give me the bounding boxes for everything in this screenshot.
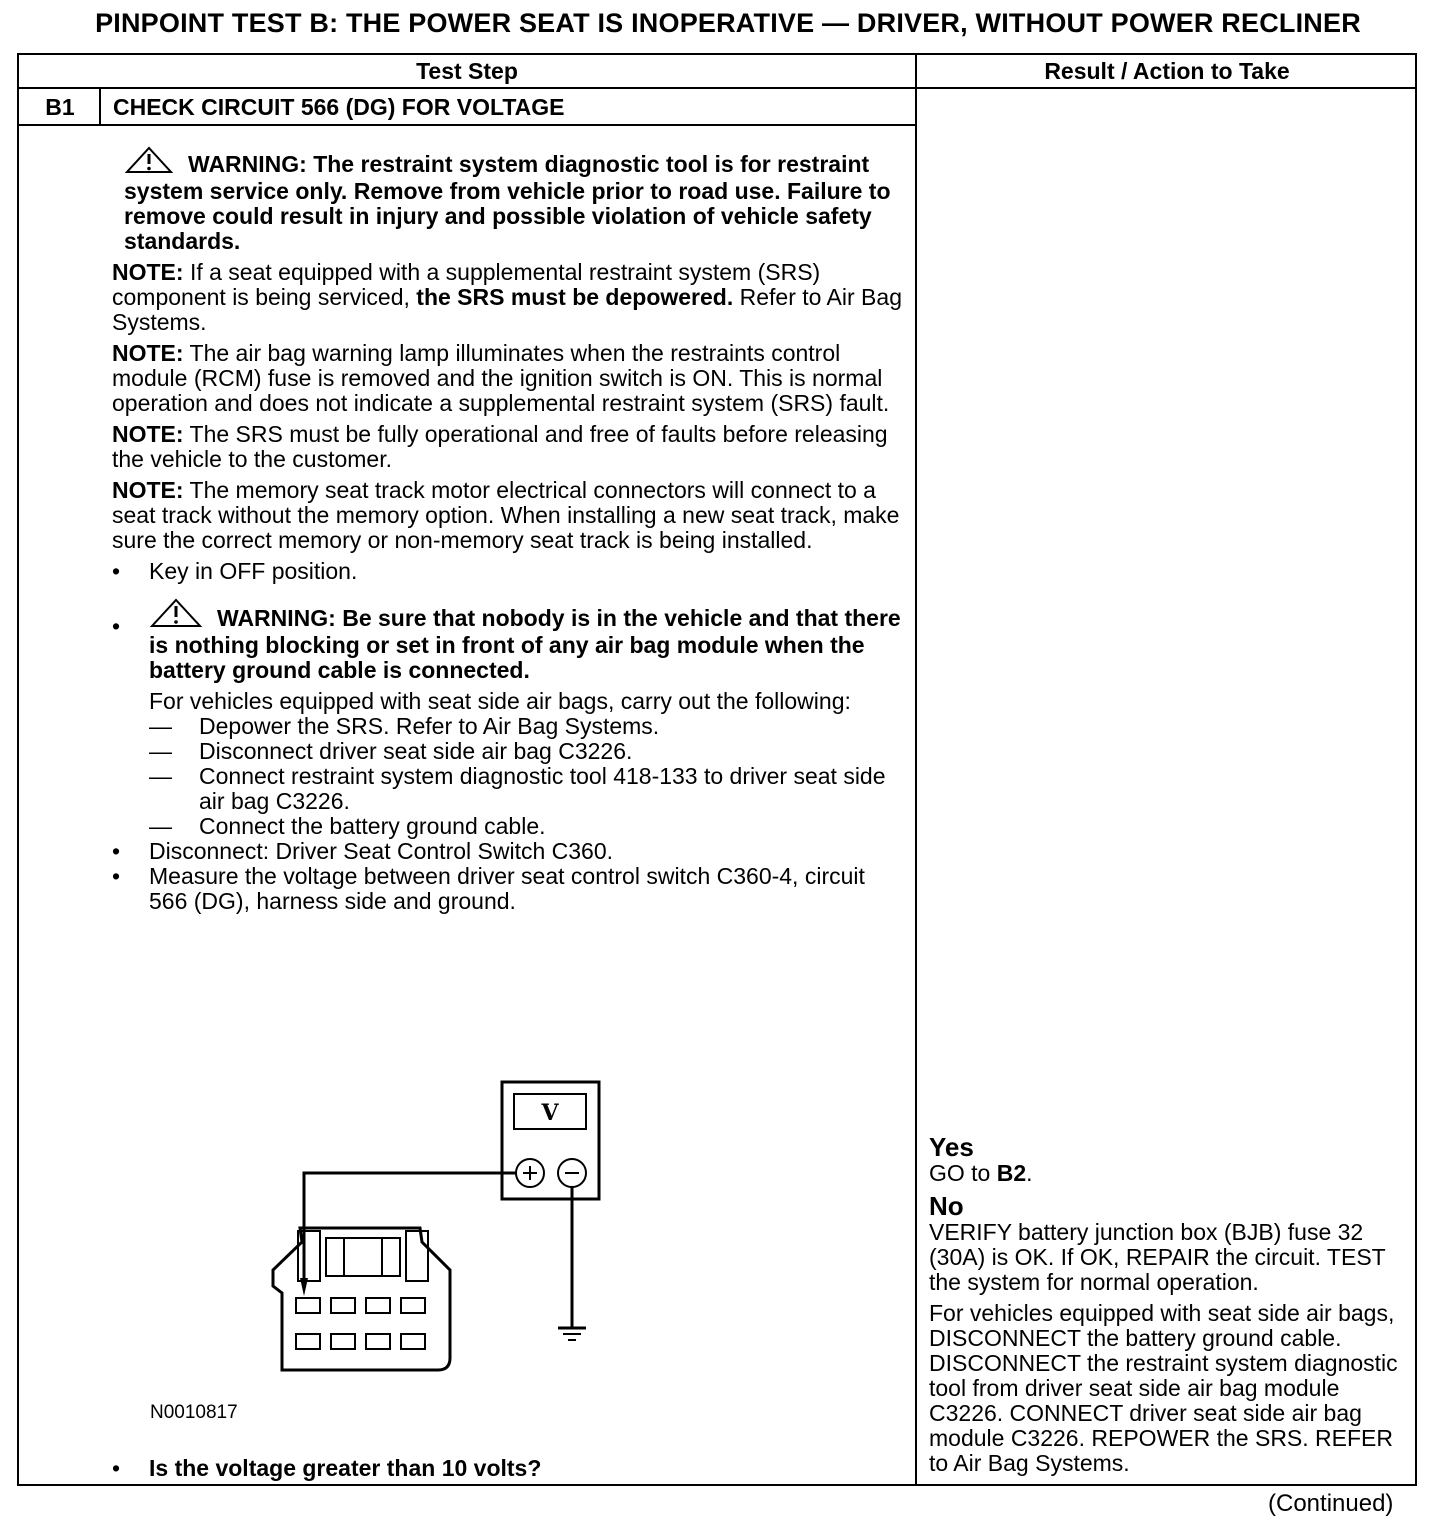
step-id: B1	[45, 94, 75, 120]
step-bullets	[112, 559, 902, 839]
header-divider	[17, 87, 1417, 89]
ground-icon	[558, 1328, 586, 1340]
step-title: CHECK CIRCUIT 566 (DG) FOR VOLTAGE	[113, 94, 565, 120]
connector-c360-icon	[273, 1228, 450, 1370]
result-yes-label: Yes	[929, 1132, 974, 1162]
result-no-text-2: For vehicles equipped with seat side air bags, DISCONNECT the battery ground cable. DISCONNECT the restraint system diagnostic tool from driver seat side air bag module C3226. CONNECT driver seat side air bag module C3226. REPOWER the SRS. REFER to Air Bag Systems.	[929, 1300, 1398, 1476]
list-item: • Disconnect: Driver Seat Control Switch C360.	[112, 838, 614, 864]
step-bullets-2	[112, 839, 902, 914]
result-action	[929, 1133, 1417, 1482]
header-test-step: Test Step	[416, 58, 518, 84]
voltmeter-connector-diagram	[260, 1078, 620, 1383]
list-item: — Connect the battery ground cable.	[149, 813, 546, 839]
continued-label: (Continued)	[1268, 1490, 1394, 1517]
note-air-bag-lamp: NOTE: The air bag warning lamp illuminates when the restraints control module (RCM) fuse is removed and the ignition switch is ON. This is normal operation and does not indicate a supplemental restraint system (SRS) fault.	[112, 340, 890, 416]
result-yes-text: GO to B2.	[929, 1160, 1033, 1186]
list-item: — Depower the SRS. Refer to Air Bag Systems.	[149, 713, 660, 739]
page-title: PINPOINT TEST B: THE POWER SEAT IS INOPERATIVE — DRIVER, WITHOUT POWER RECLINER	[95, 8, 1361, 38]
result-no-text-1: VERIFY battery junction box (BJB) fuse 32 (30A) is OK. If OK, REPAIR the circuit. TEST the system for normal operation.	[929, 1219, 1386, 1295]
header-result-action: Result / Action to Take	[1044, 58, 1290, 84]
warning-restraint-tool: WARNING: The restraint system diagnostic tool is for restraint system service only. Remove from vehicle prior to road use. Failure to remove could result in injury and possible violation of vehicle safety standards.	[112, 146, 902, 254]
column-divider	[915, 53, 917, 1486]
voltmeter-label: V	[541, 1100, 559, 1126]
list-item: • Key in OFF position.	[112, 558, 358, 584]
list-item: • WARNING: Be sure that nobody is in the vehicle and that there is nothing blocking or set in front of any air bag module when the battery ground cable is connected. For vehicles equipped with seat side air bags, carry out the following: — Depower the SRS. Refer to Air Bag Systems. — Disconnect driver seat side air bag C3226. — Connect restraint system diagnostic tool 418-133 to driver seat side air bag C3226. — Connect the battery ground cable.	[112, 598, 902, 839]
note-memory-seat: NOTE: The memory seat track motor electrical connectors will connect to a seat track without the memory option. When installing a new seat track, make sure the correct memory or non-memory seat track is being installed.	[112, 477, 900, 553]
test-step-content	[112, 146, 902, 914]
figure-id: N0010817	[150, 1402, 238, 1423]
list-item: — Disconnect driver seat side air bag C3226.	[149, 738, 633, 764]
note-srs-depower: NOTE: If a seat equipped with a supplemental restraint system (SRS) component is being serviced, the SRS must be depowered. Refer to Air Bag Systems.	[112, 259, 902, 335]
warning-battery-cable: WARNING: Be sure that nobody is in the vehicle and that there is nothing blocking or set in front of any air bag module when the battery ground cable is connected.	[149, 598, 902, 683]
probe-tip-icon	[300, 1278, 308, 1296]
warning-triangle-icon	[124, 146, 174, 179]
step-title-divider	[17, 124, 917, 126]
warning-triangle-icon	[149, 598, 203, 633]
step-question: • Is the voltage greater than 10 volts?	[112, 1455, 542, 1481]
result-no-label: No	[929, 1191, 964, 1221]
seat-side-intro: For vehicles equipped with seat side air bags, carry out the following:	[149, 688, 851, 714]
note-srs-operational: NOTE: The SRS must be fully operational and free of faults before releasing the vehicle to the customer.	[112, 421, 888, 472]
sub-steps	[149, 714, 902, 839]
list-item: — Connect restraint system diagnostic tool 418-133 to driver seat side air bag C3226.	[149, 763, 886, 814]
list-item: • Measure the voltage between driver seat control switch C360-4, circuit 566 (DG), harness side and ground.	[112, 863, 865, 914]
